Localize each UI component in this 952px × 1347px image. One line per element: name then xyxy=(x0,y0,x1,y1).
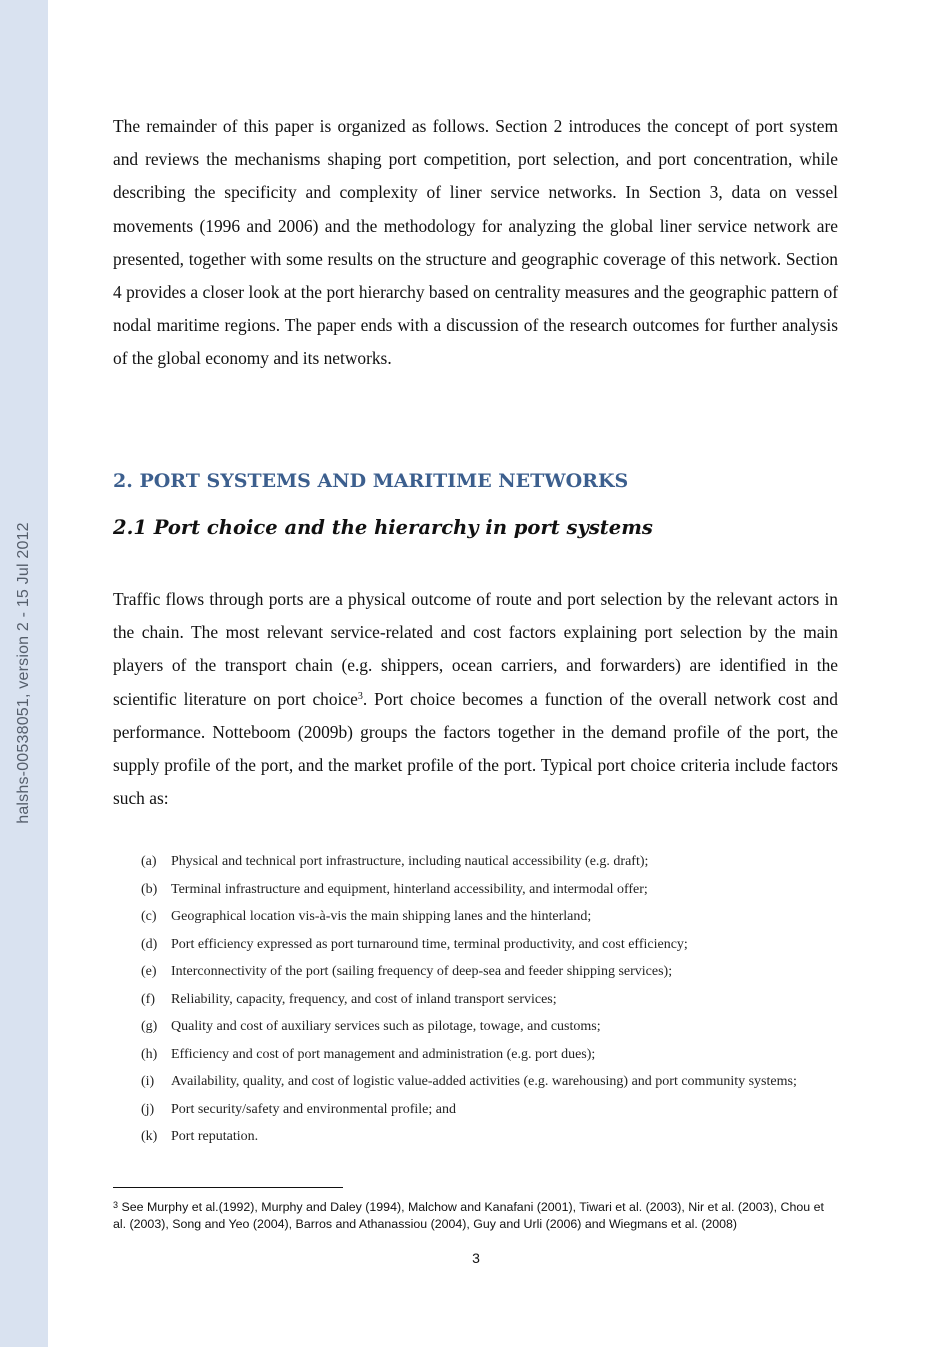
footnote-divider xyxy=(113,1187,343,1188)
list-item xyxy=(141,931,838,959)
list-item-label: (e) xyxy=(141,964,157,979)
list-item-label: (g) xyxy=(141,1019,158,1034)
footnote-marker: 3 xyxy=(113,1200,119,1210)
criteria-list xyxy=(141,848,838,1151)
list-item xyxy=(141,986,838,1014)
list-item-text: Port efficiency expressed as port turnaround time, terminal productivity, and cost efficiency; xyxy=(171,936,688,952)
list-item-text: Quality and cost of auxiliary services such as pilotage, towage, and customs; xyxy=(171,1019,601,1034)
list-item-label: (d) xyxy=(141,936,158,952)
body-section xyxy=(113,583,838,815)
intro-paragraph: The remainder of this paper is organized as follows. Section 2 introduces the concept of port system and reviews the mechanisms shaping port competition, port selection, and port concentration, while describing the specificity and complexity of liner service networks. In Section 3, data on vessel movements (1996 and 2006) and the methodology for analyzing the global liner service network are presented, together with some results on the structure and geographic coverage of this network. Section 4 provides a closer look at the port hierarchy based on centrality measures and the geographic pattern of nodal maritime regions. The paper ends with a discussion of the research outcomes for further analysis of the global economy and its networks. xyxy=(113,116,838,369)
list-item xyxy=(141,1013,838,1041)
list-item xyxy=(141,1123,838,1151)
list-item-text: Physical and technical port infrastructure, including nautical accessibility (e.g. draft); xyxy=(171,854,649,869)
body-text-part2: . Port choice becomes a function of the overall network cost and performance. Notteboom (2009b) groups the factors together in the demand profile of the port, the supply profile of the port, and the market profile of the port. Typical port choice criteria include factors such as: xyxy=(113,688,838,809)
list-item xyxy=(141,1096,838,1124)
body-text-part1: Traffic flows through ports are a physical outcome of route and port selection by the relevant actors in the chain. The most relevant service-related and cost factors explaining port selection by the main players of the transport chain (e.g. shippers, ocean carriers, and forwarders) are identified in the scientific literature on port choice xyxy=(113,589,838,709)
intro-section xyxy=(113,110,838,376)
archive-stamp: halshs-00538051, version 2 - 15 Jul 2012 xyxy=(15,522,32,824)
list-item xyxy=(141,1068,838,1096)
list-item-label: (c) xyxy=(141,909,157,924)
list-item xyxy=(141,958,838,986)
body-paragraph xyxy=(113,583,838,815)
footnote-text: See Murphy et al.(1992), Murphy and Daley (1994), Malchow and Kanafani (2001), Tiwari et al. (2003), Nir et al. (2003), Chou et al. (2003), Song and Yeo (2004), Barros and Athanassiou (2004), Guy and Urli (2006) and Wiegmans et al. (2008) xyxy=(113,1200,824,1231)
list-item-label: (a) xyxy=(141,854,157,869)
list-item xyxy=(141,848,838,876)
footnote xyxy=(113,1199,838,1233)
list-item-text: Interconnectivity of the port (sailing frequency of deep-sea and feeder shipping services); xyxy=(171,964,673,979)
list-item-text: Geographical location vis-à-vis the main shipping lanes and the hinterland; xyxy=(171,909,592,924)
page-number: 3 xyxy=(472,1250,480,1266)
subsection-heading: 2.1 Port choice and the hierarchy in port systems xyxy=(113,516,653,539)
list-item-text: Terminal infrastructure and equipment, hinterland accessibility, and intermodal offer; xyxy=(171,881,648,897)
list-item-text: Efficiency and cost of port management and administration (e.g. port dues); xyxy=(171,1046,596,1062)
archive-sidebar xyxy=(0,0,48,1347)
list-item-text: Port security/safety and environmental profile; and xyxy=(171,1101,456,1117)
list-item-label: (i) xyxy=(141,1074,155,1089)
list-item-label: (f) xyxy=(141,991,155,1007)
list-item-label: (j) xyxy=(141,1101,155,1117)
section-heading: 2. PORT SYSTEMS AND MARITIME NETWORKS xyxy=(113,470,629,492)
list-item-label: (b) xyxy=(141,881,158,897)
list-item-text: Availability, quality, and cost of logistic value-added activities (e.g. warehousing) and port community systems; xyxy=(171,1074,797,1089)
list-item-text: Port reputation. xyxy=(171,1129,259,1144)
list-item-label: (k) xyxy=(141,1129,158,1144)
list-item xyxy=(141,1041,838,1069)
list-item xyxy=(141,876,838,904)
footnote-reference[interactable]: 3 xyxy=(357,690,363,702)
list-item-text: Reliability, capacity, frequency, and cost of inland transport services; xyxy=(171,991,557,1007)
list-item-label: (h) xyxy=(141,1046,158,1062)
list-item xyxy=(141,903,838,931)
